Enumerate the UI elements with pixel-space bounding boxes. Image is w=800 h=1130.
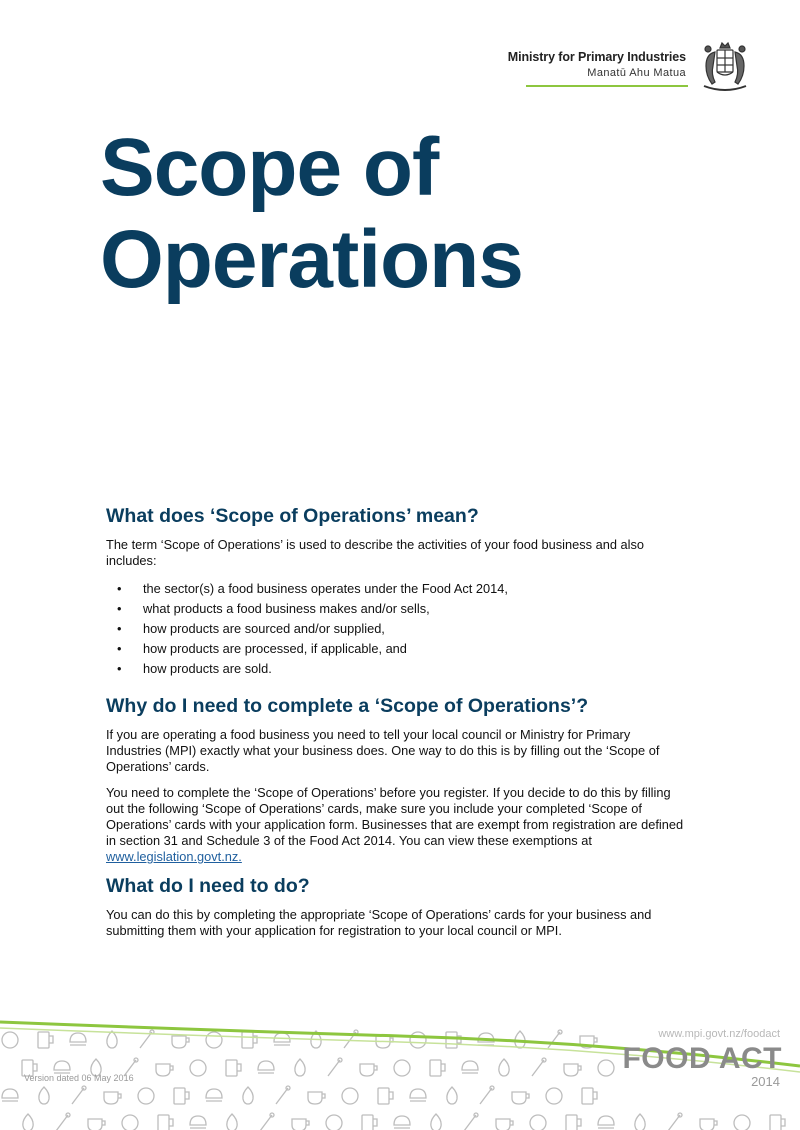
- food-pattern-icon: [107, 1031, 117, 1048]
- food-pattern-icon: [260, 1113, 274, 1130]
- food-act-logo-text: FOOD ACT: [622, 1042, 782, 1075]
- food-pattern-icon: [122, 1115, 138, 1130]
- food-pattern-icon: [598, 1060, 614, 1076]
- food-pattern-icon: [88, 1119, 105, 1130]
- food-pattern-icon: [360, 1064, 377, 1076]
- food-pattern-icon: [394, 1116, 410, 1128]
- food-pattern-icon: [734, 1115, 750, 1130]
- bullet: •: [117, 581, 122, 596]
- food-pattern-icon: [446, 1032, 461, 1048]
- food-pattern-icon: [532, 1058, 546, 1076]
- food-pattern-icon: [138, 1088, 154, 1104]
- paragraph: [106, 785, 688, 865]
- food-pattern-icon: [104, 1092, 121, 1104]
- list-item-text: how products are processed, if applicable, and: [143, 641, 407, 656]
- food-pattern-icon: [546, 1088, 562, 1104]
- food-pattern-icon: [410, 1032, 426, 1048]
- food-pattern-icon: [242, 1032, 257, 1048]
- food-pattern-icon: [54, 1061, 70, 1073]
- food-act-year: 2014: [751, 1074, 780, 1089]
- food-pattern-icon: [378, 1088, 393, 1104]
- food-pattern-icon: [635, 1114, 645, 1130]
- content-body: [106, 505, 688, 949]
- food-pattern-icon: [328, 1058, 342, 1076]
- food-pattern-icon: [566, 1115, 581, 1130]
- food-pattern-icon: [2, 1032, 18, 1048]
- food-pattern-icon: [496, 1119, 513, 1130]
- bullet-list: [106, 579, 688, 679]
- food-pattern-icon: [410, 1089, 426, 1101]
- list-item: [106, 619, 688, 639]
- section-intro: The term ‘Scope of Operations’ is used to describe the activities of your food business and also includes:: [106, 537, 644, 568]
- food-pattern-icon: [668, 1113, 682, 1130]
- food-pattern-icon: [700, 1119, 717, 1130]
- food-pattern-icon: [447, 1087, 457, 1104]
- footer-url: www.mpi.govt.nz/foodact: [658, 1028, 780, 1040]
- food-pattern-icon: [39, 1087, 49, 1104]
- food-pattern-icon: [23, 1114, 33, 1130]
- food-pattern-icon: [342, 1088, 358, 1104]
- page-title: [100, 122, 523, 306]
- food-pattern-icon: [38, 1032, 53, 1048]
- list-item-text: how products are sourced and/or supplied,: [143, 621, 385, 636]
- food-pattern-icon: [56, 1113, 70, 1130]
- food-pattern-icon: [206, 1032, 222, 1048]
- food-pattern-icon: [582, 1088, 597, 1104]
- food-pattern-icon: [548, 1030, 562, 1048]
- org-name: Ministry for Primary Industries: [507, 50, 686, 64]
- food-pattern-icon: [295, 1059, 305, 1076]
- food-pattern-icon: [70, 1033, 86, 1045]
- section-why-complete: [106, 695, 688, 865]
- food-pattern-icon: [72, 1086, 86, 1104]
- food-pattern-icon: [770, 1115, 785, 1130]
- list-item: [106, 659, 688, 679]
- food-pattern-icon: [394, 1060, 410, 1076]
- list-item: [106, 599, 688, 619]
- food-pattern-icon: [308, 1092, 325, 1104]
- org-header: [508, 50, 686, 79]
- food-pattern-icon: [172, 1036, 189, 1048]
- section-heading: Why do I need to complete a ‘Scope of Operations’?: [106, 695, 589, 717]
- food-pattern-icon: [276, 1086, 290, 1104]
- list-item: [106, 639, 688, 659]
- nz-coat-of-arms-icon: [696, 40, 754, 92]
- header-accent-line: [526, 85, 688, 87]
- paragraph-text: You need to complete the ‘Scope of Operations’ before you register. If you decide to do this by filling out the following ‘Scope of Operations’ cards, make sure you include your completed ‘Scope of Operations’ cards with your application form. Businesses that are exempt from registration are defined in section 31 and Schedule 3 of the Food Act 2014. You can view these exemptions at: [106, 785, 684, 848]
- food-pattern-icon: [564, 1064, 581, 1076]
- food-pattern-icon: [156, 1064, 173, 1076]
- food-pattern-icon: [512, 1092, 529, 1104]
- food-pattern-icon: [431, 1114, 441, 1130]
- food-pattern-icon: [326, 1115, 342, 1130]
- food-pattern-icon: [462, 1061, 478, 1073]
- food-pattern-icon: [190, 1060, 206, 1076]
- title-line-2: Operations: [100, 214, 523, 305]
- food-pattern-icon: [362, 1115, 377, 1130]
- food-pattern-icon: [243, 1087, 253, 1104]
- list-item-text: the sector(s) a food business operates under the Food Act 2014,: [143, 581, 508, 596]
- section-heading: What does ‘Scope of Operations’ mean?: [106, 505, 479, 527]
- section-heading: What do I need to do?: [106, 875, 310, 897]
- food-pattern-icon: [158, 1115, 173, 1130]
- food-pattern-icon: [464, 1113, 478, 1130]
- food-pattern-icon: [227, 1114, 237, 1130]
- org-maori-name: Manatū Ahu Matua: [587, 67, 686, 79]
- food-pattern-icon: [530, 1115, 546, 1130]
- legislation-link[interactable]: www.legislation.govt.nz.: [106, 849, 242, 864]
- food-pattern-icon: [2, 1089, 18, 1101]
- food-pattern-icon: [499, 1059, 509, 1076]
- list-item: [106, 579, 688, 599]
- food-pattern-icon: [430, 1060, 445, 1076]
- version-date: Version dated 06 May 2016: [24, 1073, 134, 1083]
- paragraph: If you are operating a food business you need to tell your local council or Ministry for Primary Industries (MPI) exactly what your business does. One way to do this is by filling out the ‘Scope of Operations’ cards.: [106, 727, 660, 774]
- bullet: •: [117, 661, 122, 676]
- bullet: •: [117, 621, 122, 636]
- list-item-text: how products are sold.: [143, 661, 272, 676]
- food-pattern-icon: [206, 1089, 222, 1101]
- section-what-does-mean: [106, 505, 688, 679]
- food-pattern-icon: [515, 1031, 525, 1048]
- bullet: •: [117, 601, 122, 616]
- food-pattern-icon: [480, 1086, 494, 1104]
- food-pattern-icon: [190, 1116, 206, 1128]
- section-what-to-do: [106, 875, 688, 939]
- food-pattern-icon: [344, 1030, 358, 1048]
- food-pattern-icon: [226, 1060, 241, 1076]
- food-pattern-icon: [598, 1116, 614, 1128]
- title-line-1: Scope of: [100, 122, 439, 213]
- list-item-text: what products a food business makes and/or sells,: [143, 601, 430, 616]
- food-pattern-icon: [292, 1119, 309, 1130]
- food-pattern-icon: [258, 1061, 274, 1073]
- bullet: •: [117, 641, 122, 656]
- food-pattern-icon: [174, 1088, 189, 1104]
- paragraph: You can do this by completing the appropriate ‘Scope of Operations’ cards for your business and submitting them with your application for registration to your local council or MPI.: [106, 907, 652, 938]
